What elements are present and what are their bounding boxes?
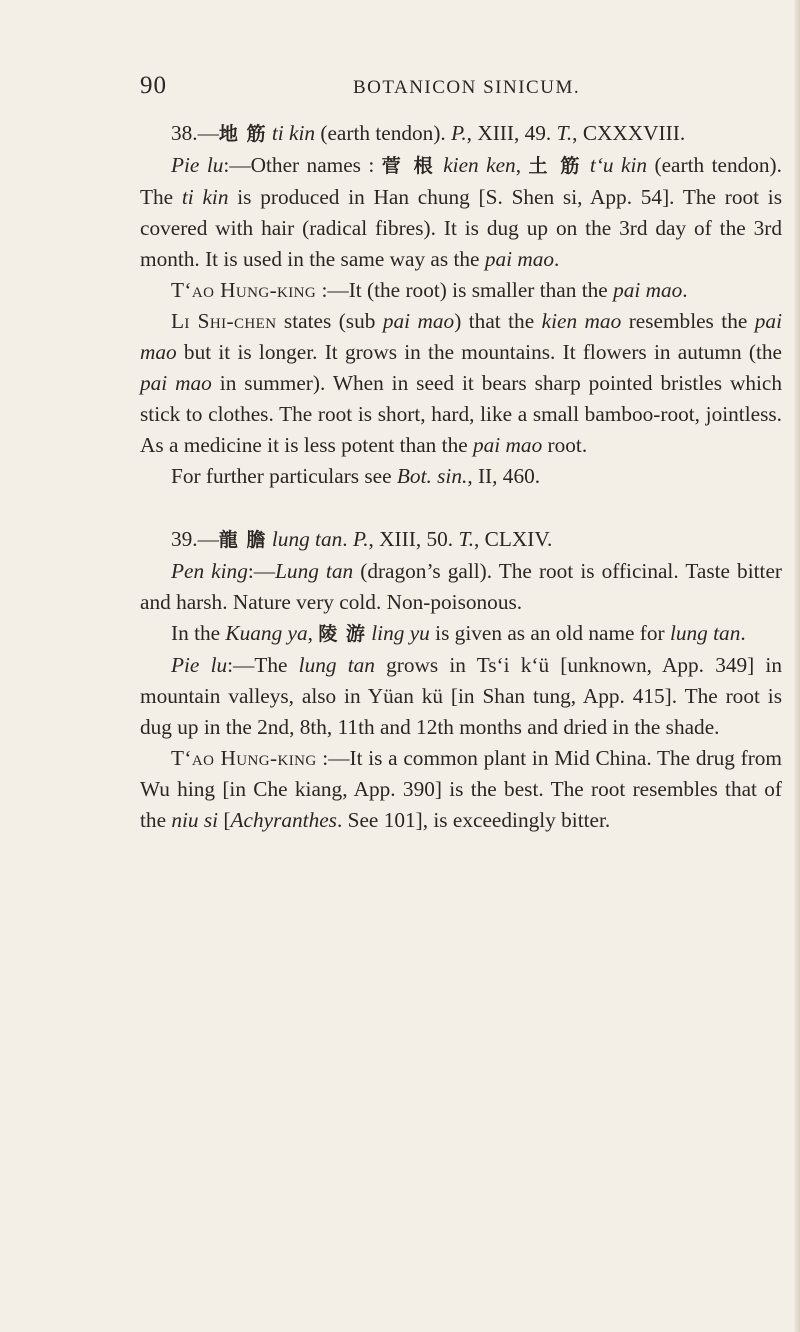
entry-39-pie-lu: Pie lu:—The lung tan grows in Ts‘i k‘ü [unknown, App. 349] in mountain valleys, also in Yüan kü [in Shan tung, App. 415]. The root is dug up in the 2nd, 8th, 11th and 12th months and dried in the shade. bbox=[140, 653, 782, 739]
chinese-characters: 龍 膽 bbox=[218, 529, 267, 551]
page-edge bbox=[794, 0, 800, 1332]
page-body bbox=[140, 118, 782, 836]
chinese-characters: 地 筋 bbox=[218, 123, 267, 145]
running-title: BOTANICON SINICUM. bbox=[353, 77, 581, 98]
entry-38-pie-lu: Pie lu:—Other names : 菅 根 kien ken, 土 筋 t‘u kin (earth tendon). The ti kin is produced in Han chung [S. Shen si, App. 54]. The root is covered with hair (radical fibres). It is dug up on the 3rd day of the 3rd month. It is used in the same way as the pai mao. bbox=[140, 153, 782, 271]
entry-39-pen-king: Pen king:—Lung tan (dragon’s gall). The root is officinal. Taste bitter and harsh. Nature very cold. Non-poisonous. bbox=[140, 559, 783, 614]
plant-name: ti kin bbox=[271, 121, 316, 145]
entry-number: 39. bbox=[171, 527, 198, 551]
entry-38-heading: 38.—地 筋 ti kin (earth tendon). P., XIII, 49. T., CXXXVIII. bbox=[171, 121, 686, 145]
page-header bbox=[140, 72, 780, 108]
entry-39-heading: 39.—龍 膽 lung tan. P., XIII, 50. T., CLXIV. bbox=[171, 527, 553, 551]
entry-38-further: For further particulars see Bot. sin., II, 460. bbox=[171, 464, 541, 488]
entry-38-li-shi-chen: Li Shi-chen states (sub pai mao) that the kien mao resembles the pai mao but it is longer. It grows in the mountains. It flowers in autumn (the pai mao in summer). When in seed it bears sharp pointed bristles which stick to clothes. The root is short, hard, like a small bamboo-root, jointless. As a medicine it is less potent than the pai mao root. bbox=[140, 309, 782, 457]
page-number: 90 bbox=[140, 72, 167, 99]
entry-number: 38. bbox=[171, 121, 198, 145]
entry-39-tao-hung-king: T‘ao Hung-king :—It is a common plant in Mid China. The drug from Wu hing [in Che kiang, App. 390] is the best. The root resembles that of the niu si [Achyranthes. See 101], is exceedingly bitter. bbox=[140, 746, 782, 832]
entry-39-kuang-ya: In the Kuang ya, 陵 游 ling yu is given as an old name for lung tan. bbox=[171, 621, 746, 645]
plant-name: lung tan bbox=[271, 527, 343, 551]
entry-38-tao-hung-king: T‘ao Hung-king :—It (the root) is smaller than the pai mao. bbox=[171, 278, 688, 302]
